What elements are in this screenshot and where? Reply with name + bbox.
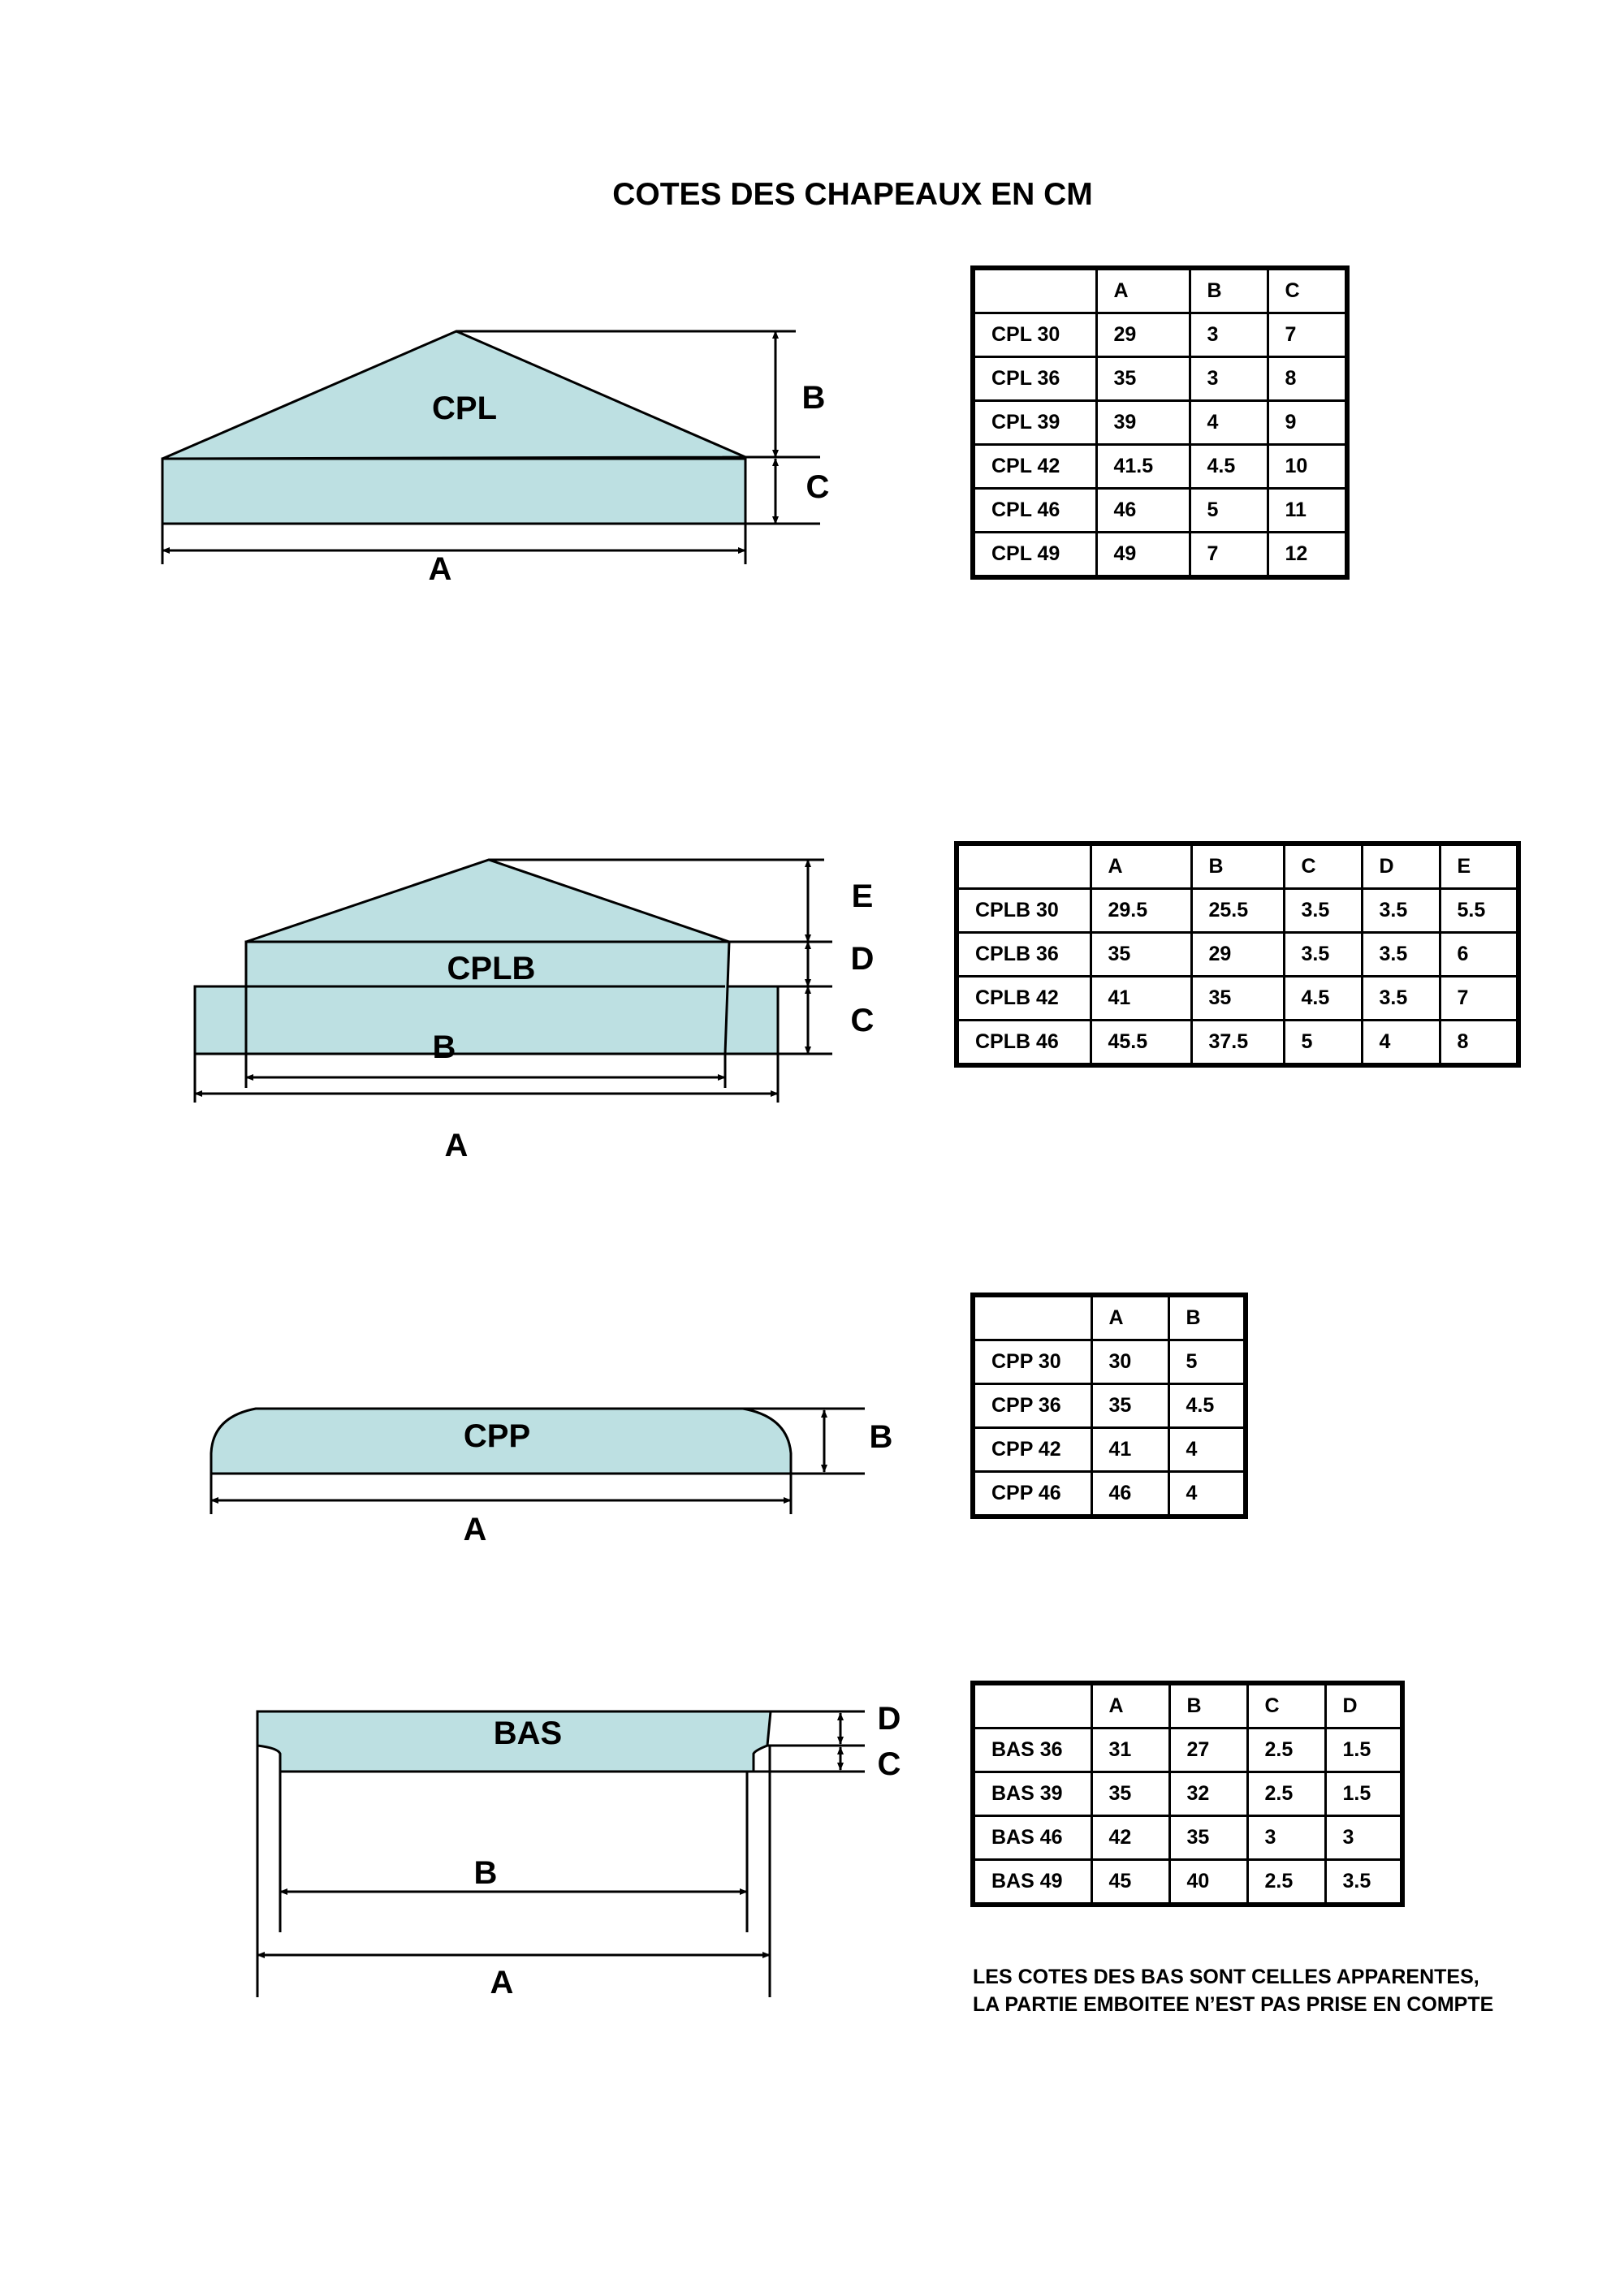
bas-label: BAS <box>493 1716 563 1751</box>
table-row <box>973 1860 1402 1905</box>
cplb-dim-a-label: A <box>444 1128 469 1163</box>
table-cell: 41.5 <box>1096 445 1190 489</box>
table-header-row <box>957 844 1518 889</box>
table-cell: 2.5 <box>1247 1728 1325 1772</box>
table-row <box>957 889 1518 933</box>
table-row <box>973 1384 1246 1428</box>
cpl-base-shape <box>162 459 745 524</box>
table-corner-cell <box>973 1295 1091 1340</box>
bas-dim-a-label: A <box>490 1965 514 2000</box>
cplb-dim-c-label: C <box>850 1003 875 1038</box>
table-cell: 10 <box>1268 445 1347 489</box>
cplb-dim-d-label: D <box>850 941 875 977</box>
table-row-label: CPP 42 <box>973 1428 1091 1472</box>
table-row-label: CPP 46 <box>973 1472 1091 1517</box>
table-row <box>973 1428 1246 1472</box>
table-cell: 9 <box>1268 401 1347 445</box>
table-header-cell: D <box>1362 844 1440 889</box>
table-header-row <box>973 1295 1246 1340</box>
table-cell: 6 <box>1440 933 1518 977</box>
table-corner-cell <box>957 844 1091 889</box>
table-header-cell: B <box>1168 1295 1246 1340</box>
table-cell: 3 <box>1247 1816 1325 1860</box>
cplb-dim-e-label: E <box>851 878 874 914</box>
table-cell: 4.5 <box>1284 977 1362 1021</box>
table-header-cell: C <box>1268 268 1347 313</box>
table-corner-cell <box>973 1683 1091 1728</box>
table-row-label: BAS 46 <box>973 1816 1091 1860</box>
table-header-cell: C <box>1247 1683 1325 1728</box>
table-cell: 35 <box>1091 1772 1169 1816</box>
table-cell: 42 <box>1091 1816 1169 1860</box>
table-cell: 4 <box>1190 401 1268 445</box>
table-cell: 46 <box>1091 1472 1168 1517</box>
table-cell: 8 <box>1268 357 1347 401</box>
table-cell: 7 <box>1268 313 1347 357</box>
table-cell: 3.5 <box>1362 933 1440 977</box>
cplb-table <box>954 841 1521 1068</box>
table-header-cell: B <box>1190 268 1268 313</box>
table-row-label: CPP 30 <box>973 1340 1091 1384</box>
table-row <box>973 1772 1402 1816</box>
table-cell: 35 <box>1169 1816 1247 1860</box>
table-row-label: CPL 30 <box>973 313 1096 357</box>
table-row-label: CPL 36 <box>973 357 1096 401</box>
table-row <box>973 1472 1246 1517</box>
table-cell: 49 <box>1096 533 1190 578</box>
table-cell: 31 <box>1091 1728 1169 1772</box>
table-header-cell: B <box>1191 844 1284 889</box>
table-cell: 39 <box>1096 401 1190 445</box>
bas-dim-b-label: B <box>473 1855 498 1891</box>
table-cell: 32 <box>1169 1772 1247 1816</box>
table-cell: 4 <box>1168 1472 1246 1517</box>
bas-note <box>973 1963 1493 2018</box>
cpl-table <box>970 265 1350 580</box>
cpp-drawing <box>211 1409 865 1514</box>
table-cell: 3 <box>1190 357 1268 401</box>
table-cell: 4 <box>1168 1428 1246 1472</box>
table-header-cell: B <box>1169 1683 1247 1728</box>
cpl-dim-c-label: C <box>806 469 830 505</box>
table-row-label: CPL 46 <box>973 489 1096 533</box>
table-cell: 8 <box>1440 1021 1518 1066</box>
table-row-label: CPL 42 <box>973 445 1096 489</box>
bas-drawing <box>257 1711 865 1997</box>
table-row <box>957 977 1518 1021</box>
table-header-cell: D <box>1325 1683 1402 1728</box>
table-cell: 3.5 <box>1325 1860 1402 1905</box>
table-cell: 29.5 <box>1091 889 1191 933</box>
bas-note-line-2: LA PARTIE EMBOITEE N’EST PAS PRISE EN COMPTE <box>973 1993 1494 2016</box>
table-header-row <box>973 1683 1402 1728</box>
table-row-label: BAS 36 <box>973 1728 1091 1772</box>
table-header-row <box>973 268 1347 313</box>
bas-dim-d-label: D <box>877 1701 901 1737</box>
cplb-dim-b-label: B <box>432 1029 456 1065</box>
cpp-dim-a-label: A <box>463 1512 487 1547</box>
table-row <box>973 313 1347 357</box>
table-cell: 5 <box>1284 1021 1362 1066</box>
table-header-cell: A <box>1091 1683 1169 1728</box>
table-cell: 7 <box>1190 533 1268 578</box>
table-row-label: CPLB 42 <box>957 977 1091 1021</box>
table-cell: 12 <box>1268 533 1347 578</box>
table-cell: 25.5 <box>1191 889 1284 933</box>
table-cell: 7 <box>1440 977 1518 1021</box>
table-cell: 29 <box>1191 933 1284 977</box>
table-cell: 5 <box>1190 489 1268 533</box>
table-row-label: BAS 39 <box>973 1772 1091 1816</box>
cpp-dim-b-label: B <box>869 1419 893 1455</box>
table-cell: 35 <box>1096 357 1190 401</box>
cplb-label: CPLB <box>447 951 536 986</box>
table-cell: 41 <box>1091 977 1191 1021</box>
table-row <box>957 1021 1518 1066</box>
table-cell: 3.5 <box>1284 933 1362 977</box>
page-title: COTES DES CHAPEAUX EN CM <box>612 177 1093 212</box>
table-row <box>973 533 1347 578</box>
bas-dim-c-label: C <box>877 1746 901 1782</box>
table-cell: 29 <box>1096 313 1190 357</box>
table-cell: 30 <box>1091 1340 1168 1384</box>
table-cell: 3 <box>1190 313 1268 357</box>
table-row <box>973 1816 1402 1860</box>
table-cell: 4 <box>1362 1021 1440 1066</box>
table-row-label: CPP 36 <box>973 1384 1091 1428</box>
table-cell: 3 <box>1325 1816 1402 1860</box>
table-cell: 1.5 <box>1325 1728 1402 1772</box>
table-cell: 45 <box>1091 1860 1169 1905</box>
table-cell: 5.5 <box>1440 889 1518 933</box>
table-header-cell: C <box>1284 844 1362 889</box>
cpp-label: CPP <box>463 1418 531 1454</box>
table-cell: 41 <box>1091 1428 1168 1472</box>
table-row-label: CPLB 30 <box>957 889 1091 933</box>
bas-table <box>970 1681 1405 1907</box>
table-row <box>957 933 1518 977</box>
table-row <box>973 489 1347 533</box>
table-cell: 4.5 <box>1190 445 1268 489</box>
table-row-label: CPLB 36 <box>957 933 1091 977</box>
cpl-dim-b-label: B <box>801 380 826 416</box>
table-cell: 2.5 <box>1247 1860 1325 1905</box>
table-cell: 35 <box>1191 977 1284 1021</box>
table-corner-cell <box>973 268 1096 313</box>
table-row <box>973 1728 1402 1772</box>
table-header-cell: A <box>1091 1295 1168 1340</box>
table-cell: 46 <box>1096 489 1190 533</box>
table-cell: 45.5 <box>1091 1021 1191 1066</box>
table-row-label: CPL 49 <box>973 533 1096 578</box>
table-cell: 1.5 <box>1325 1772 1402 1816</box>
table-cell: 3.5 <box>1362 977 1440 1021</box>
table-row <box>973 1340 1246 1384</box>
table-header-cell: A <box>1096 268 1190 313</box>
cpp-table <box>970 1293 1248 1519</box>
table-row-label: CPLB 46 <box>957 1021 1091 1066</box>
table-cell: 35 <box>1091 1384 1168 1428</box>
bas-note-line-1: LES COTES DES BAS SONT CELLES APPARENTES, <box>973 1966 1479 1988</box>
cpl-label: CPL <box>432 391 497 426</box>
table-cell: 4.5 <box>1168 1384 1246 1428</box>
table-cell: 35 <box>1091 933 1191 977</box>
table-cell: 3.5 <box>1362 889 1440 933</box>
table-cell: 3.5 <box>1284 889 1362 933</box>
table-cell: 2.5 <box>1247 1772 1325 1816</box>
table-row <box>973 401 1347 445</box>
table-cell: 37.5 <box>1191 1021 1284 1066</box>
cpl-dim-a-label: A <box>428 551 452 587</box>
table-cell: 5 <box>1168 1340 1246 1384</box>
table-row <box>973 357 1347 401</box>
table-row-label: CPL 39 <box>973 401 1096 445</box>
cpl-drawing <box>162 331 820 564</box>
table-row <box>973 445 1347 489</box>
cplb-roof-shape <box>246 860 729 942</box>
table-row-label: BAS 49 <box>973 1860 1091 1905</box>
table-cell: 27 <box>1169 1728 1247 1772</box>
table-header-cell: E <box>1440 844 1518 889</box>
table-header-cell: A <box>1091 844 1191 889</box>
table-cell: 40 <box>1169 1860 1247 1905</box>
table-cell: 11 <box>1268 489 1347 533</box>
